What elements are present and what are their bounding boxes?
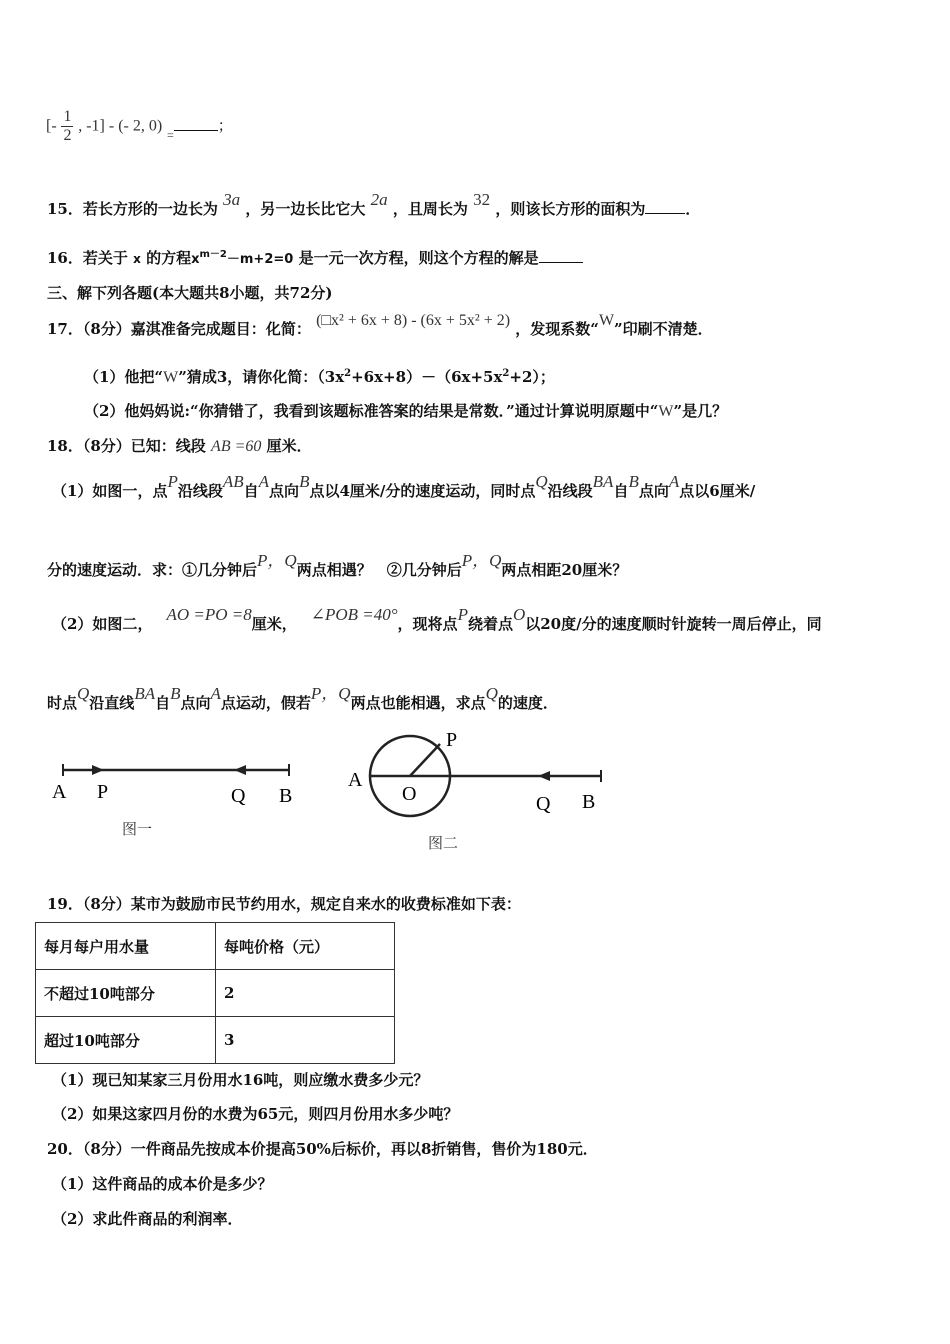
q15-var3: 32 (473, 190, 491, 209)
table-cell: 2 (216, 970, 395, 1017)
q18-q: Q (535, 472, 548, 491)
question-17 (47, 312, 713, 339)
q18-l4-7: 的速度． (497, 694, 558, 712)
q15-text4: ，则该长方形的面积为 (495, 200, 646, 218)
fig2-caption: 图二 (428, 834, 459, 852)
q15-text2: ，另一边长比它大 (245, 200, 366, 218)
fig2-arrow-left (538, 771, 550, 781)
q18-l4-b: B (170, 684, 181, 703)
q18-p2-3: ，现将点 (397, 615, 458, 633)
q18-p2-eq2: ∠POB =40° (310, 605, 398, 624)
q17-suffix2: ”印刷不清楚． (614, 320, 713, 338)
figure-1 (38, 728, 338, 858)
interval-expression: [- $\frac{1}{2}$ , -1] - (- 2, 0) $_=$ ； (46, 108, 233, 144)
answer-blank[interactable] (174, 130, 218, 131)
q18-p1-3: 自 (243, 482, 259, 500)
q18-p2-o: O (512, 605, 526, 624)
expr-left: [- (46, 117, 57, 135)
q18-l4-5: 点运动，假若 (220, 694, 311, 712)
table-cell: 3 (216, 1017, 395, 1064)
table-cell: 超过10吨部分 (36, 1017, 216, 1064)
q18-p1-6: 沿线段 (547, 482, 593, 500)
q18-ab: AB =60 (211, 438, 262, 455)
question-18-part-1 (52, 472, 756, 501)
fig2-label-q: Q (536, 793, 551, 815)
question-15 (47, 190, 701, 219)
question-18 (47, 435, 312, 456)
q18-l2-2: 两点相遇？ ②几分钟后 (296, 561, 462, 579)
q18-unit: 厘米． (266, 437, 312, 455)
q18-l4-3: 自 (155, 694, 171, 712)
question-19-part-2: （2）如果这家四月份的水费为65元，则四月份用水多少吨？ (52, 1105, 459, 1123)
fig1-label-b: B (279, 785, 293, 807)
q16-text3: 是一元一次方程，则这个方程的解是 (298, 249, 539, 267)
fig1-caption: 图一 (122, 820, 153, 838)
q18-l4-q: Q (77, 684, 90, 703)
section-heading: 三、解下列各题(本大题共8小题，共72分) (47, 284, 333, 302)
fig1-label-a: A (52, 781, 67, 803)
fig1-label-q: Q (231, 785, 246, 807)
q18-l4-pq: P，Q (310, 684, 351, 703)
q18-pq: P，Q (257, 551, 297, 570)
q15-var1: 3a (223, 190, 241, 209)
q18-l4-2: 沿直线 (89, 694, 135, 712)
table-header-cell: 每吨价格（元） (216, 923, 395, 970)
q18-l4-q2: Q (485, 684, 498, 703)
water-fee-table (35, 922, 395, 1064)
q18-a2: A (668, 472, 680, 491)
q18-l4-6: 两点也能相遇，求点 (350, 694, 486, 712)
q16-blank[interactable] (539, 262, 583, 263)
q18-p2-2: 厘米， (251, 615, 297, 633)
q16-eq-sup: m－2 (199, 249, 227, 260)
q18-p2-5: 以20度/分的速度顺时针旋转一周后停止，同 (525, 615, 822, 633)
fig1-arrow-left (234, 765, 246, 775)
q18-b: B (299, 472, 310, 491)
figure-2 (340, 728, 630, 863)
q18-p: P (167, 472, 178, 491)
q15-blank[interactable] (645, 213, 685, 214)
q18-l2-3: 两点相距20厘米？ (501, 561, 628, 579)
fig2-label-a: A (348, 769, 363, 791)
q17-w: W (598, 312, 615, 329)
question-20-part-1: （1）这件商品的成本价是多少？ (52, 1175, 273, 1193)
question-17-part-1: （1）他把“W”猜成3，请你化简：$(3x^2+6x+8)-(6x+5x^2+2)$； (84, 368, 555, 386)
fig1-label-p: P (97, 781, 109, 803)
question-20: 20．（8分）一件商品先按成本价提高50%后标价，再以8折销售，售价为180元． (47, 1140, 598, 1158)
q16-eq-base: x (191, 252, 200, 267)
q17-suffix: ，发现系数“ (515, 320, 599, 338)
fig1-arrow-right (92, 765, 104, 775)
expr-eq: = (166, 127, 174, 142)
q17-p1-d: +2）； (509, 368, 555, 386)
table-header-row (36, 923, 395, 970)
expr-mid: , -1] - (- 2, 0) (78, 117, 163, 135)
q18-p1-4: 点向 (269, 482, 300, 500)
question-19: 19．（8分）某市为鼓励市民节约用水，规定自来水的收费标准如下表： (47, 895, 521, 913)
q18-p1-9: 点以6厘米/ (679, 482, 756, 500)
q17-p2-w: W (658, 403, 674, 420)
q16-x: x (133, 252, 141, 266)
q18-p1-7: 自 (613, 482, 629, 500)
q15-text3: ，且周长为 (392, 200, 468, 218)
q17-expression: (□x² + 6x + 8) - (6x + 5x² + 2) (316, 312, 511, 329)
q17-p1-a: （1）他把“ (84, 368, 164, 386)
q17-p2-a: （2）他妈妈说:“你猜错了，我看到该题标准答案的结果是常数．”通过计算说明原题中“ (84, 402, 659, 420)
q18-a: A (258, 472, 270, 491)
q18-l4-1: 时点 (47, 694, 78, 712)
fraction (61, 108, 73, 145)
q18-l4-a: A (210, 684, 221, 703)
fig2-label-b: B (582, 791, 596, 813)
question-18-part-2-line2 (47, 684, 558, 713)
question-18-part-2 (52, 605, 822, 634)
q18-p2-eq1: AO =PO =8 (166, 605, 252, 624)
q16-prefix: 16．若关于 (47, 249, 128, 267)
question-17-part-2 (84, 400, 727, 421)
q15-end: ． (685, 200, 701, 218)
q18-ba-seg: BA (592, 472, 614, 491)
q18-ab-seg: AB (222, 472, 244, 491)
q18-p2-p: P (457, 605, 468, 624)
q18-b2: B (628, 472, 639, 491)
q15-var2: 2a (370, 190, 388, 209)
question-16 (47, 245, 583, 268)
table-header-cell: 每月每户用水量 (36, 923, 216, 970)
q18-p1-8: 点向 (638, 482, 669, 500)
q18-pq2: P，Q (461, 551, 502, 570)
fraction-numerator: 1 (63, 108, 72, 125)
q18-p1-5: 点以4厘米/分的速度运动，同时点 (309, 482, 536, 500)
q18-l4-ba: BA (134, 684, 156, 703)
q18-l4-4: 点向 (180, 694, 211, 712)
table-row (36, 970, 395, 1017)
fig2-label-o: O (402, 783, 417, 805)
q17-p1-w: W (163, 369, 179, 386)
table-cell: 不超过10吨部分 (36, 970, 216, 1017)
question-20-part-2: （2）求此件商品的利润率． (52, 1210, 243, 1228)
q18-p2-4: 绕着点 (467, 615, 513, 633)
q16-text2: 的方程 (146, 249, 192, 267)
q17-p1-b: ”猜成3，请你化简：（3x (178, 368, 345, 386)
q18-p1-2: 沿线段 (177, 482, 223, 500)
question-18-part-1-line2 (47, 551, 628, 580)
fig2-radius-op (410, 744, 440, 776)
q18-prefix: 18．（8分）已知：线段 (47, 437, 206, 455)
q17-prefix: 17．（8分）嘉淇准备完成题目：化简： (47, 320, 311, 338)
q18-l2-1: 分的速度运动．求：①几分钟后 (47, 561, 258, 579)
q17-p1-c: +6x+8）－（6x+5x (351, 368, 503, 386)
q16-eq-rest: －m+2=0 (226, 252, 294, 267)
table-row (36, 1017, 395, 1064)
q18-p2-1: （2）如图二， (52, 615, 153, 633)
q17-p2-b: ”是几？ (673, 402, 728, 420)
fig2-label-p: P (446, 729, 458, 751)
q15-prefix: 15．若长方形的一边长为 (47, 200, 218, 218)
q18-p1-1: （1）如图一，点 (52, 482, 168, 500)
question-19-part-1: （1）现已知某家三月份用水16吨，则应缴水费多少元？ (52, 1071, 429, 1089)
fraction-denominator: 2 (63, 127, 72, 144)
